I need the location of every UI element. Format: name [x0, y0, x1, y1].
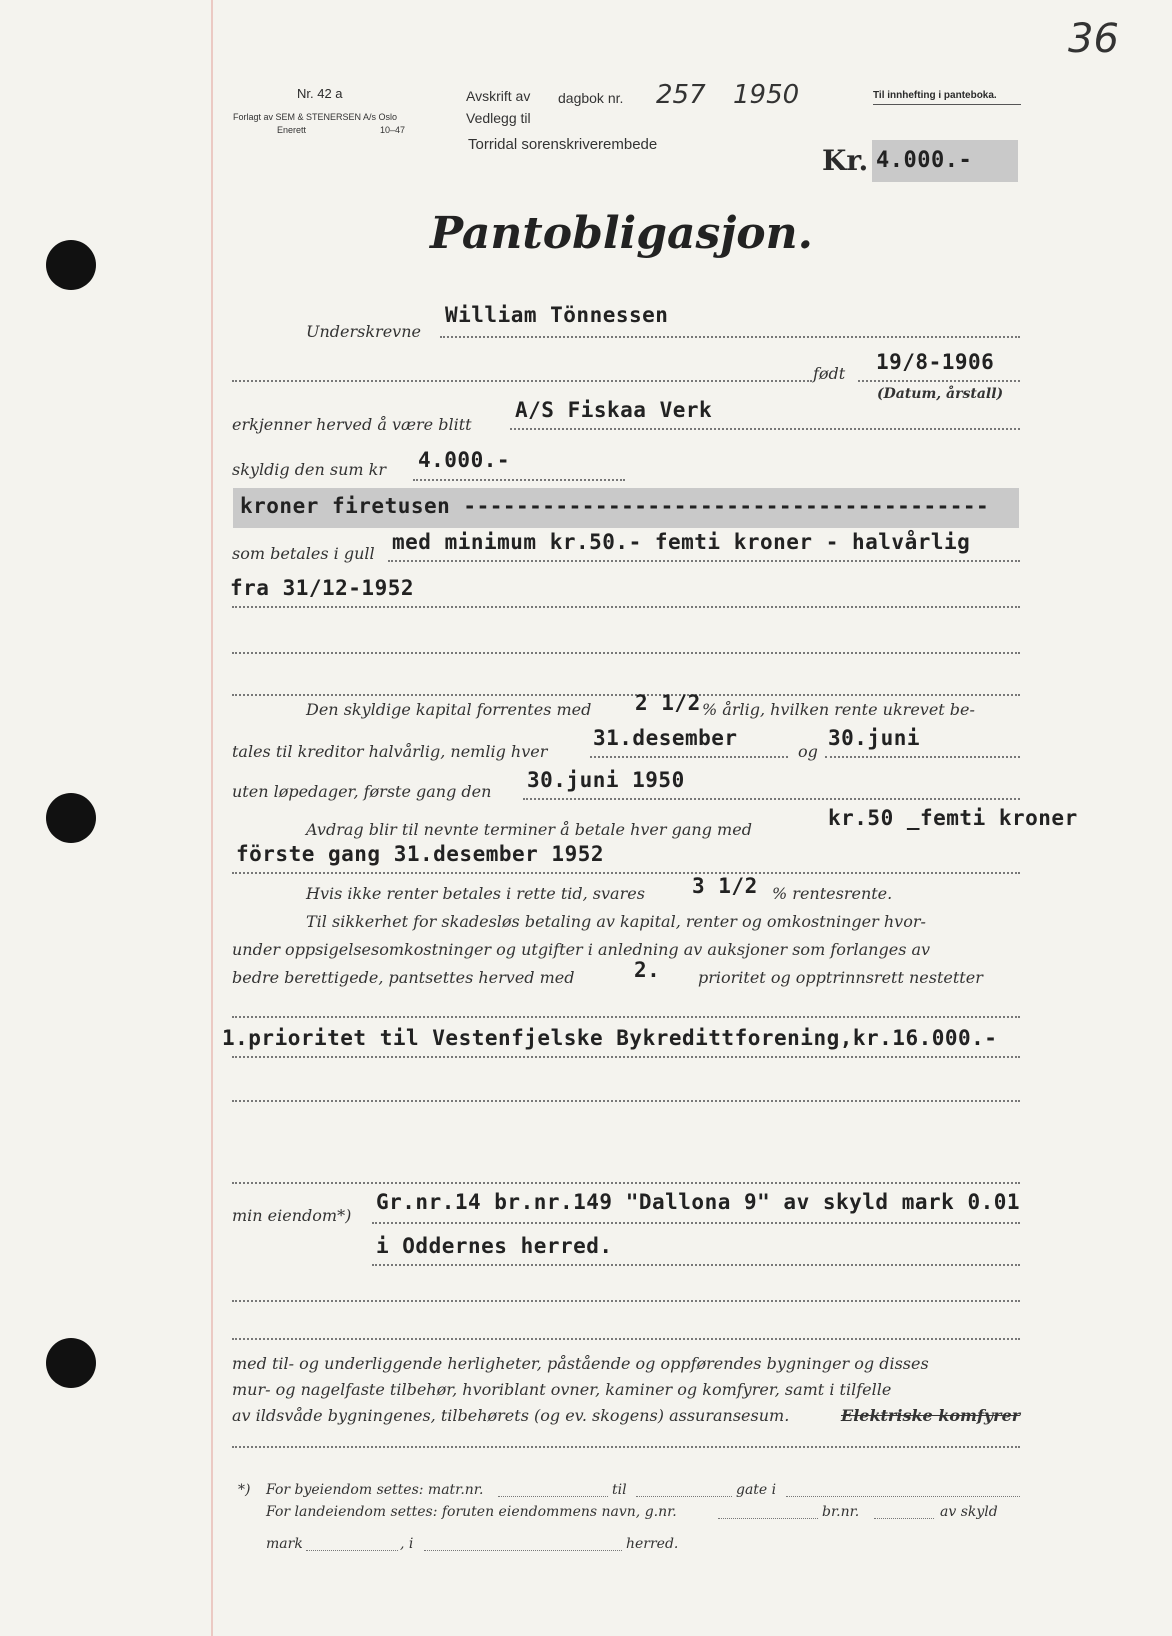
underline [498, 1496, 608, 1497]
payable-value: med minimum kr.50.- femti kroner - halvårlig [392, 530, 971, 554]
underline [440, 336, 1020, 338]
document-title: Pantobligasjon. [430, 208, 813, 259]
underline [232, 872, 1020, 874]
underline [874, 1518, 934, 1519]
installment-value: kr.50 _femti kroner [828, 806, 1078, 830]
security-line3-pre: bedre berettigede, pantsettes herved med [232, 968, 575, 987]
underline [232, 1446, 1020, 1448]
year: 1950 [733, 80, 800, 110]
late-interest-rate: 3 1/2 [692, 874, 758, 898]
underline [232, 1182, 1020, 1184]
footnote-line1-c: gate i [736, 1482, 777, 1498]
born-label: født [813, 364, 846, 383]
undersigned-value: William Tönnessen [445, 303, 669, 327]
prior-lien: 1.prioritet til Vestenfjelske Bykredittforening,kr.16.000.- [222, 1026, 998, 1050]
amount-words: kroner firetusen ---------------------------------------- [240, 494, 990, 518]
security-line2: under oppsigelsesomkostninger og utgifter i anledning av auksjoner som forlanges av [232, 940, 931, 959]
margin-line [211, 0, 213, 1636]
late-interest-post: % rentesrente. [772, 884, 893, 903]
underline [523, 798, 1020, 800]
underline [718, 1518, 818, 1519]
installment-label: Avdrag blir til nevnte terminer å betale hver gang med [306, 820, 752, 839]
underline [786, 1496, 1020, 1497]
property-value-line2: i Oddernes herred. [376, 1234, 613, 1258]
underline [232, 1056, 1020, 1058]
closing-line1: med til- og underliggende herligheter, påstående og oppførendes bygninger og disses [232, 1354, 929, 1373]
binding-note: Til innhefting i panteboka. [873, 90, 997, 101]
office-name: Torridal sorenskriverembede [468, 136, 658, 153]
installment-line2: förste gang 31.desember 1952 [236, 842, 605, 866]
undersigned-label: Underskrevne [306, 322, 421, 341]
born-hint: (Datum, årstall) [877, 386, 1004, 402]
punch-hole [46, 240, 96, 290]
punch-hole [46, 1338, 96, 1388]
underline [825, 756, 1020, 758]
interest-line1-pre: Den skyldige kapital forrentes med [306, 700, 592, 719]
interest-line1-post: % årlig, hvilken rente ukrevet be- [702, 700, 975, 719]
acknowledge-label: erkjenner herved å være blitt [232, 415, 472, 434]
interest-line2-pre: tales til kreditor halvårlig, nemlig hver [232, 742, 548, 761]
footnote-line1-a: For byeiendom settes: matr.nr. [266, 1482, 484, 1498]
amount-value: 4.000.- [876, 148, 973, 173]
underline [858, 380, 1020, 382]
late-interest-pre: Hvis ikke renter betales i rette tid, svares [306, 884, 645, 903]
punch-hole [46, 793, 96, 843]
interest-line3-pre: uten løpedager, første gang den [232, 782, 492, 801]
born-value: 19/8-1906 [876, 350, 995, 374]
underline [372, 1264, 1020, 1266]
creditor-value: A/S Fiskaa Verk [515, 398, 713, 422]
term-date-2: 30.juni [828, 726, 921, 750]
underline [424, 1550, 622, 1551]
underline [232, 1016, 1020, 1018]
underline [590, 756, 788, 758]
form-number: Nr. 42 a [297, 86, 343, 101]
owing-value: 4.000.- [418, 448, 511, 472]
underline [232, 1338, 1020, 1340]
dagbok-number: 257 [656, 80, 706, 110]
owing-label: skyldig den sum kr [232, 460, 386, 479]
footnote-line2-b: br.nr. [822, 1504, 860, 1520]
underline [372, 1222, 1020, 1224]
underline [388, 560, 1020, 562]
struck-text: Elektriske komfyrer [841, 1406, 1021, 1425]
underline [232, 694, 1020, 696]
binding-note-underline [873, 104, 1021, 105]
underline [232, 1100, 1020, 1102]
security-line3-post: prioritet og opptrinnsrett nestetter [698, 968, 983, 987]
payable-label: som betales i gull [232, 544, 375, 563]
underline [232, 380, 812, 382]
payable-value-line2: fra 31/12-1952 [230, 576, 415, 600]
footnote-line1-b: til [612, 1482, 627, 1498]
first-payment-date: 30.juni 1950 [527, 768, 685, 792]
underline [510, 428, 1020, 430]
amount-label: Kr. [822, 144, 869, 177]
closing-line2: mur- og nagelfaste tilbehør, hvoriblant ovner, kaminer og komfyrer, samt i tilfelle [232, 1380, 892, 1399]
footnote-line2-a: For landeiendom settes: foruten eiendommens navn, g.nr. [266, 1504, 677, 1520]
vedlegg-label: Vedlegg til [466, 110, 531, 126]
underline [232, 652, 1020, 654]
underline [232, 1300, 1020, 1302]
footnote-line3-a: mark [266, 1536, 303, 1552]
underline [306, 1550, 398, 1551]
footnote-line3-c: herred. [626, 1536, 679, 1552]
footnote-star: *) [238, 1482, 251, 1498]
avskrift-label: Avskrift av [466, 88, 531, 104]
footnote-line3-b: , i [400, 1536, 414, 1552]
publisher-line: Forlagt av SEM & STENERSEN A/s Oslo [233, 112, 398, 122]
footnote-line2-c: av skyld [940, 1504, 998, 1520]
og-label: og [798, 742, 818, 761]
property-label: min eiendom*) [232, 1206, 352, 1225]
interest-rate: 2 1/2 [635, 691, 701, 715]
security-line1: Til sikkerhet for skadesløs betaling av kapital, renter og omkostninger hvor- [306, 912, 926, 931]
publisher-code: 10–47 [380, 125, 406, 135]
closing-line3: av ildsvåde bygningenes, tilbehørets (og ev. skogens) assuransesum. [232, 1406, 790, 1425]
underline [232, 606, 1020, 608]
publisher-enerett: Enerett [277, 125, 307, 135]
underline [413, 479, 625, 481]
term-date-1: 31.desember [593, 726, 738, 750]
underline [636, 1496, 732, 1497]
property-value-line1: Gr.nr.14 br.nr.149 "Dallona 9" av skyld mark 0.01 [376, 1190, 1021, 1214]
dagbok-label: dagbok nr. [558, 90, 624, 106]
page-number: 36 [1068, 16, 1119, 62]
priority-value: 2. [634, 958, 661, 982]
